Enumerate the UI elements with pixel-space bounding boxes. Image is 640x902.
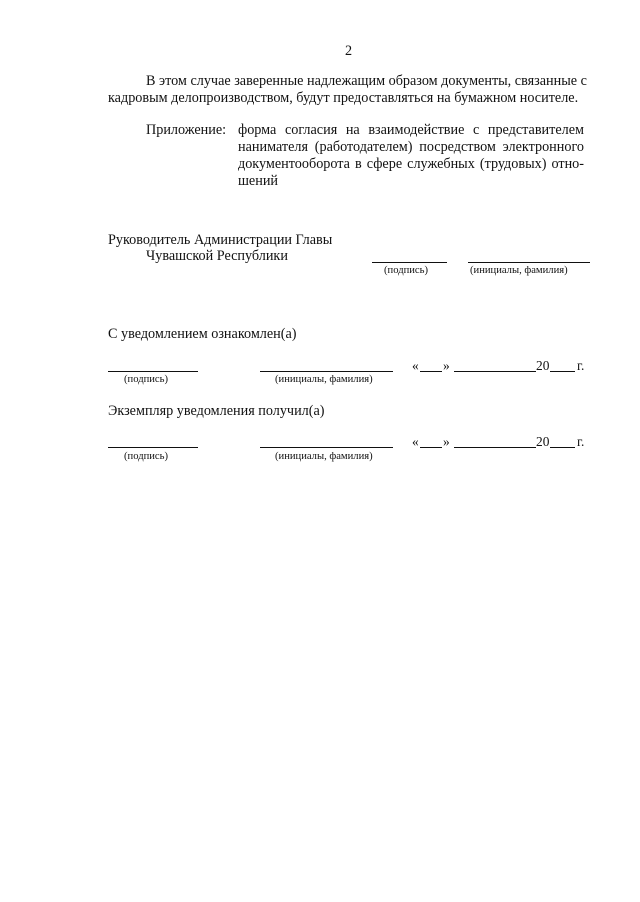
acknowledged-name-line [260,371,393,372]
received-day-line [420,447,442,448]
appendix-label: Приложение: [146,122,227,138]
received-year-suffix: г. [577,434,585,449]
received-signature-line [108,447,198,448]
head-name-line [468,262,590,263]
acknowledged-heading: С уведомлением ознакомлен(а) [108,326,297,342]
head-signature-caption: (подпись) [384,265,428,276]
received-name-line [260,447,393,448]
received-close-quote: » [443,434,450,449]
head-position-line-2: Чувашской Республики [146,248,288,264]
acknowledged-day-line [420,371,442,372]
acknowledged-year-line [550,371,575,372]
received-open-quote: « [412,434,419,449]
appendix-line-4: шений [238,173,278,189]
acknowledged-year-prefix: 20 [536,358,550,373]
received-year-line [550,447,575,448]
paragraph-line-2: кадровым делопроизводством, будут предоставляться на бумажном носителе. [108,90,579,106]
head-signature-line [372,262,447,263]
acknowledged-close-quote: » [443,358,450,373]
received-month-line [454,447,536,448]
received-name-caption: (инициалы, фамилия) [275,451,373,462]
acknowledged-month-line [454,371,536,372]
appendix-line-2: нанимателя (работодателем) посредством электронного [238,139,584,155]
acknowledged-name-caption: (инициалы, фамилия) [275,374,373,385]
head-name-caption: (инициалы, фамилия) [470,265,568,276]
received-signature-caption: (подпись) [124,451,168,462]
acknowledged-open-quote: « [412,358,419,373]
page-number: 2 [345,43,353,59]
acknowledged-signature-line [108,371,198,372]
appendix-line-1: форма согласия на взаимодействие с представителем [238,122,584,138]
received-heading: Экземпляр уведомления получил(а) [108,403,325,419]
acknowledged-year-suffix: г. [577,358,585,373]
head-position-line-1: Руководитель Администрации Главы [108,232,333,248]
acknowledged-signature-caption: (подпись) [124,374,168,385]
appendix-line-3: документооборота в сфере служебных (трудовых) отно- [238,156,584,172]
received-year-prefix: 20 [536,434,550,449]
paragraph-line-1: В этом случае заверенные надлежащим образом документы, связанные с [146,73,587,89]
